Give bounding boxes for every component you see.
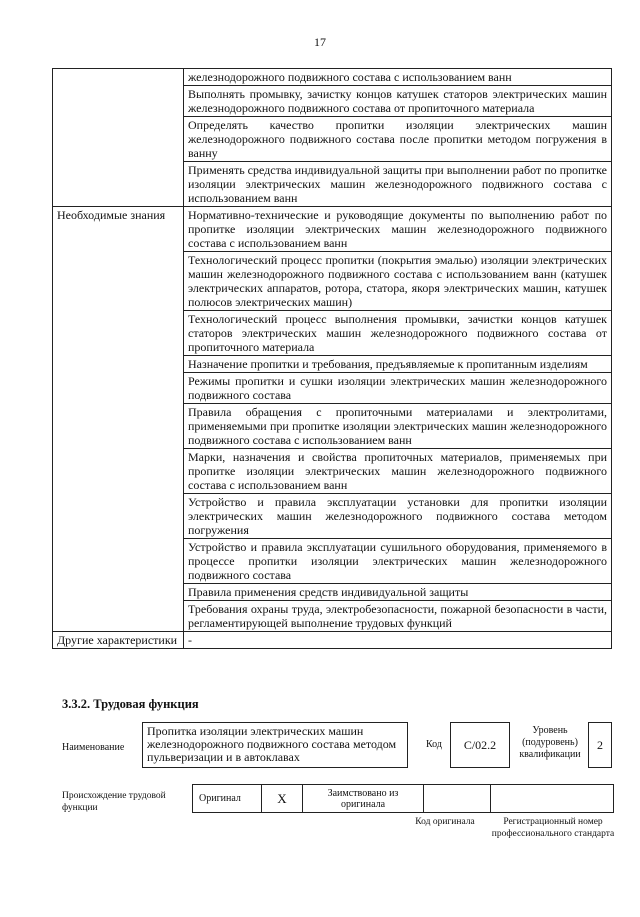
row-label: Другие характеристики [53, 632, 184, 649]
table-cell: Технологический процесс выполнения промывки, зачистки концов катушек статоров электрических машин железнодорожного подвижного состава от пропиточного материала [184, 311, 612, 356]
origin-label: Происхождение трудовой функции [62, 791, 166, 813]
section-heading: 3.3.2. Трудовая функция [62, 697, 199, 711]
table-row [53, 632, 612, 649]
table-cell: Устройство и правила эксплуатации сушильного оборудования, применяемого в процессе пропитки изоляции электрических машин железнодорожного подвижного состава [184, 539, 612, 584]
level-value: 2 [588, 722, 612, 768]
code-value: С/02.2 [450, 722, 510, 768]
table-cell: Правила обращения с пропиточными материалами и электролитами, применяемыми при пропитке изоляции электрических машин железнодорожного подвижного состава с использованием ванн [184, 404, 612, 449]
original-mark: X [262, 785, 303, 813]
table-cell: железнодорожного подвижного состава с использованием ванн [184, 69, 612, 86]
code-label: Код [426, 739, 442, 750]
table-cell: Марки, назначения и свойства пропиточных материалов, применяемых при пропитке изоляции электрических машин железнодорожного подвижного состава с использованием ванн [184, 449, 612, 494]
table-row [53, 207, 612, 252]
table-cell: Применять средства индивидуальной защиты при выполнении работ по пропитке изоляции электрических машин железнодорожного подвижного состава с использованием ванн [184, 162, 612, 207]
table-cell: Выполнять промывку, зачистку концов катушек статоров электрических машин железнодорожного подвижного состава от пропиточного материала [184, 86, 612, 117]
borrowed-label: Заимствовано из оригинала [303, 785, 424, 813]
table-cell: Требования охраны труда, электробезопасности, пожарной безопасности в части, регламентирующей выполнение трудовых функций [184, 601, 612, 632]
reg-number-caption: Регистрационный номер профессионального стандарта [491, 817, 615, 839]
knowledge-table [52, 68, 612, 649]
row-label: Необходимые знания [53, 207, 184, 632]
row-label [53, 69, 184, 207]
table-cell: Нормативно-технические и руководящие документы по выполнению работ по пропитке изоляции электрических машин железнодорожного подвижного состава с использованием ванн [184, 207, 612, 252]
table-cell: Технологический процесс пропитки (покрытия эмалью) изоляции электрических машин железнодорожного подвижного состава с использованием ванн (катушек электрических аппаратов, ротора, статора, якоря электрических машин, катушек полюсов электрических машин) [184, 252, 612, 311]
table-cell: Режимы пропитки и сушки изоляции электрических машин железнодорожного подвижного состава [184, 373, 612, 404]
table-cell: - [184, 632, 612, 649]
level-label: Уровень (подуровень) квалификации [519, 725, 581, 760]
table-row [53, 69, 612, 86]
table-cell: Правила применения средств индивидуальной защиты [184, 584, 612, 601]
table-cell: Назначение пропитки и требования, предъявляемые к пропитанным изделиям [184, 356, 612, 373]
reg-number-cell [491, 785, 614, 813]
name-value: Пропитка изоляции электрических машин железнодорожного подвижного состава методом пульверизации и в автоклавах [142, 722, 408, 768]
origin-block [62, 784, 618, 848]
code-original-cell [424, 785, 491, 813]
page-number: 17 [314, 35, 326, 49]
table-cell: Определять качество пропитки изоляции электрических машин железнодорожного подвижного состава после пропитки методом погружения в ванну [184, 117, 612, 162]
origin-grid [192, 784, 614, 813]
table-cell: Устройство и правила эксплуатации установки для пропитки изоляции электрических машин железнодорожного подвижного состава методом погружения [184, 494, 612, 539]
code-original-caption: Код оригинала [415, 817, 475, 827]
name-label: Наименование [62, 742, 125, 753]
original-label: Оригинал [193, 785, 262, 813]
labor-function-header [62, 722, 618, 770]
